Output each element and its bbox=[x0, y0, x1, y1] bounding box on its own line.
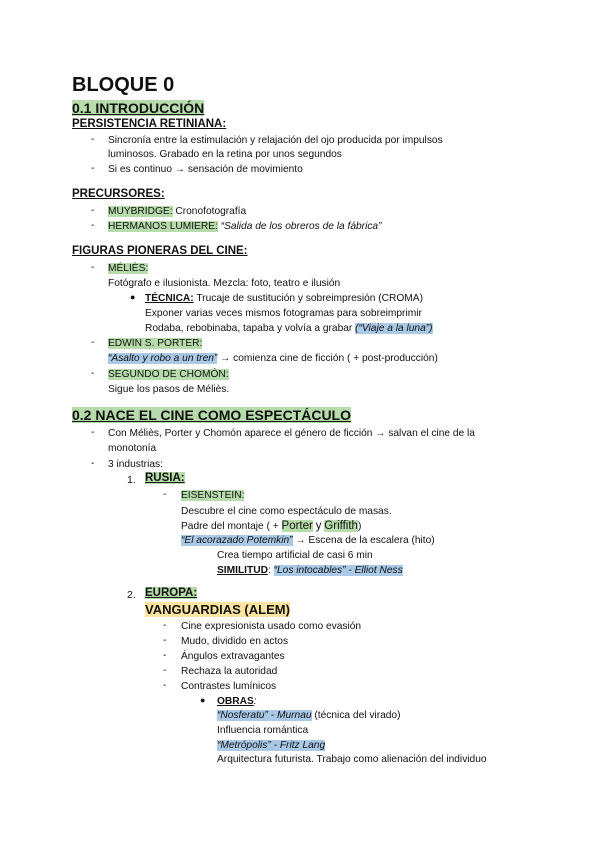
dash-bullet: - bbox=[91, 134, 95, 145]
nosferatu-influencia: Influencia romántica bbox=[217, 725, 309, 736]
page-title: BLOQUE 0 bbox=[72, 74, 175, 96]
vanguardias-item: Mudo, dividido en actos bbox=[181, 636, 289, 647]
list-number-1: 1. bbox=[127, 474, 136, 486]
figura-chomon: SEGUNDO DE CHOMÓN: bbox=[108, 369, 229, 380]
persistencia-line-1: Sincronía entre la estimulación y relajación del ojo producida por impulsos bbox=[108, 135, 443, 146]
dash-bullet: - bbox=[91, 427, 95, 438]
subheading-persistencia: PERSISTENCIA RETINIANA: bbox=[72, 118, 227, 130]
metropolis-arquitectura: Arquitectura futurista. Trabajo como alienación del individuo bbox=[217, 754, 487, 765]
dash-bullet: - bbox=[91, 220, 95, 231]
figura-porter: EDWIN S. PORTER: bbox=[108, 338, 203, 349]
section-heading-introduccion: 0.1 INTRODUCCIÓN bbox=[72, 100, 205, 116]
vanguardias-item: Contrastes lumínicos bbox=[181, 681, 277, 692]
melies-tecnica: TÉCNICA: Trucaje de sustitución y sobreimpresión (CROMA) bbox=[145, 293, 423, 304]
eisenstein-desc: Descubre el cine como espectáculo de masas. bbox=[181, 506, 392, 517]
vanguardias-item: Ángulos extravagantes bbox=[181, 651, 285, 662]
figura-melies: MÉLIÈS: bbox=[108, 263, 149, 274]
dash-bullet: - bbox=[163, 665, 167, 676]
precursor-lumiere: HERMANOS LUMIERE: “Salida de los obreros de la fábrica” bbox=[108, 221, 382, 232]
subheading-precursores: PRECURSORES: bbox=[72, 188, 165, 200]
rusia-eisenstein: EISENSTEIN: bbox=[181, 490, 245, 501]
dot-bullet: ● bbox=[200, 695, 206, 705]
dash-bullet: - bbox=[91, 337, 95, 348]
dash-bullet: - bbox=[91, 262, 95, 273]
chomon-desc: Sigue los pasos de Méliès. bbox=[108, 384, 230, 395]
melies-desc: Fotógrafo e ilusionista. Mezcla: foto, teatro e ilusión bbox=[108, 278, 341, 289]
espectaculo-line-1: Con Méliès, Porter y Chomón aparece el género de ficción → salvan el cine de la bbox=[108, 428, 475, 439]
persistencia-line-3: Si es continuo → sensación de movimiento bbox=[108, 164, 303, 175]
dot-bullet: ● bbox=[130, 292, 136, 302]
section-heading-espectaculo: 0.2 NACE EL CINE COMO ESPECTÁCULO bbox=[72, 407, 352, 423]
espectaculo-line-2: monotonía bbox=[108, 443, 157, 454]
obra-nosferatu: “Nosferatu” - Murnau (técnica del virado) bbox=[217, 710, 401, 721]
dash-bullet: - bbox=[163, 650, 167, 661]
eisenstein-padre: Padre del montaje ( + Porter y Griffith) bbox=[181, 520, 362, 532]
tecnica-line-2: Exponer varias veces mismos fotogramas para sobreimprimir bbox=[145, 308, 422, 319]
subheading-figuras: FIGURAS PIONERAS DEL CINE: bbox=[72, 245, 248, 257]
subheading-europa: EUROPA: bbox=[145, 587, 198, 599]
dash-bullet: - bbox=[163, 489, 167, 500]
subheading-rusia: RUSIA: bbox=[145, 472, 185, 484]
obra-metropolis: “Metrópolis” - Fritz Lang bbox=[217, 740, 326, 751]
vanguardias-item: Cine expresionista usado como evasión bbox=[181, 621, 362, 632]
list-number-2: 2. bbox=[127, 589, 136, 601]
dash-bullet: - bbox=[163, 635, 167, 646]
dash-bullet: - bbox=[91, 458, 95, 469]
dash-bullet: - bbox=[91, 205, 95, 216]
precursor-muybridge: MUYBRIDGE: Cronofotografía bbox=[108, 206, 247, 217]
porter-desc: “Asalto y robo a un tren” → comienza cine de ficción ( + post-producción) bbox=[108, 353, 438, 364]
espectaculo-line-3: 3 industrias: bbox=[108, 459, 163, 470]
dash-bullet: - bbox=[91, 163, 95, 174]
tecnica-line-3: Rodaba, rebobinaba, tapaba y volvía a grabar (“Viaje a la luna”) bbox=[145, 323, 433, 334]
potemkin-crea: Crea tiempo artificial de casi 6 min bbox=[217, 550, 373, 561]
persistencia-line-2: luminosos. Grabado en la retina por unos segundos bbox=[108, 149, 342, 160]
potemkin-similitud: SIMILITUD: “Los intocables” - Elliot Ness bbox=[217, 565, 403, 576]
dash-bullet: - bbox=[163, 620, 167, 631]
vanguardias-item: Rechaza la autoridad bbox=[181, 666, 278, 677]
obras-label: OBRAS: bbox=[217, 696, 257, 707]
eisenstein-potemkin: “El acorazado Potemkin” → Escena de la escalera (hito) bbox=[181, 535, 435, 546]
dash-bullet: - bbox=[91, 368, 95, 379]
vanguardias-heading: VANGUARDIAS (ALEM) bbox=[145, 602, 290, 617]
dash-bullet: - bbox=[163, 680, 167, 691]
